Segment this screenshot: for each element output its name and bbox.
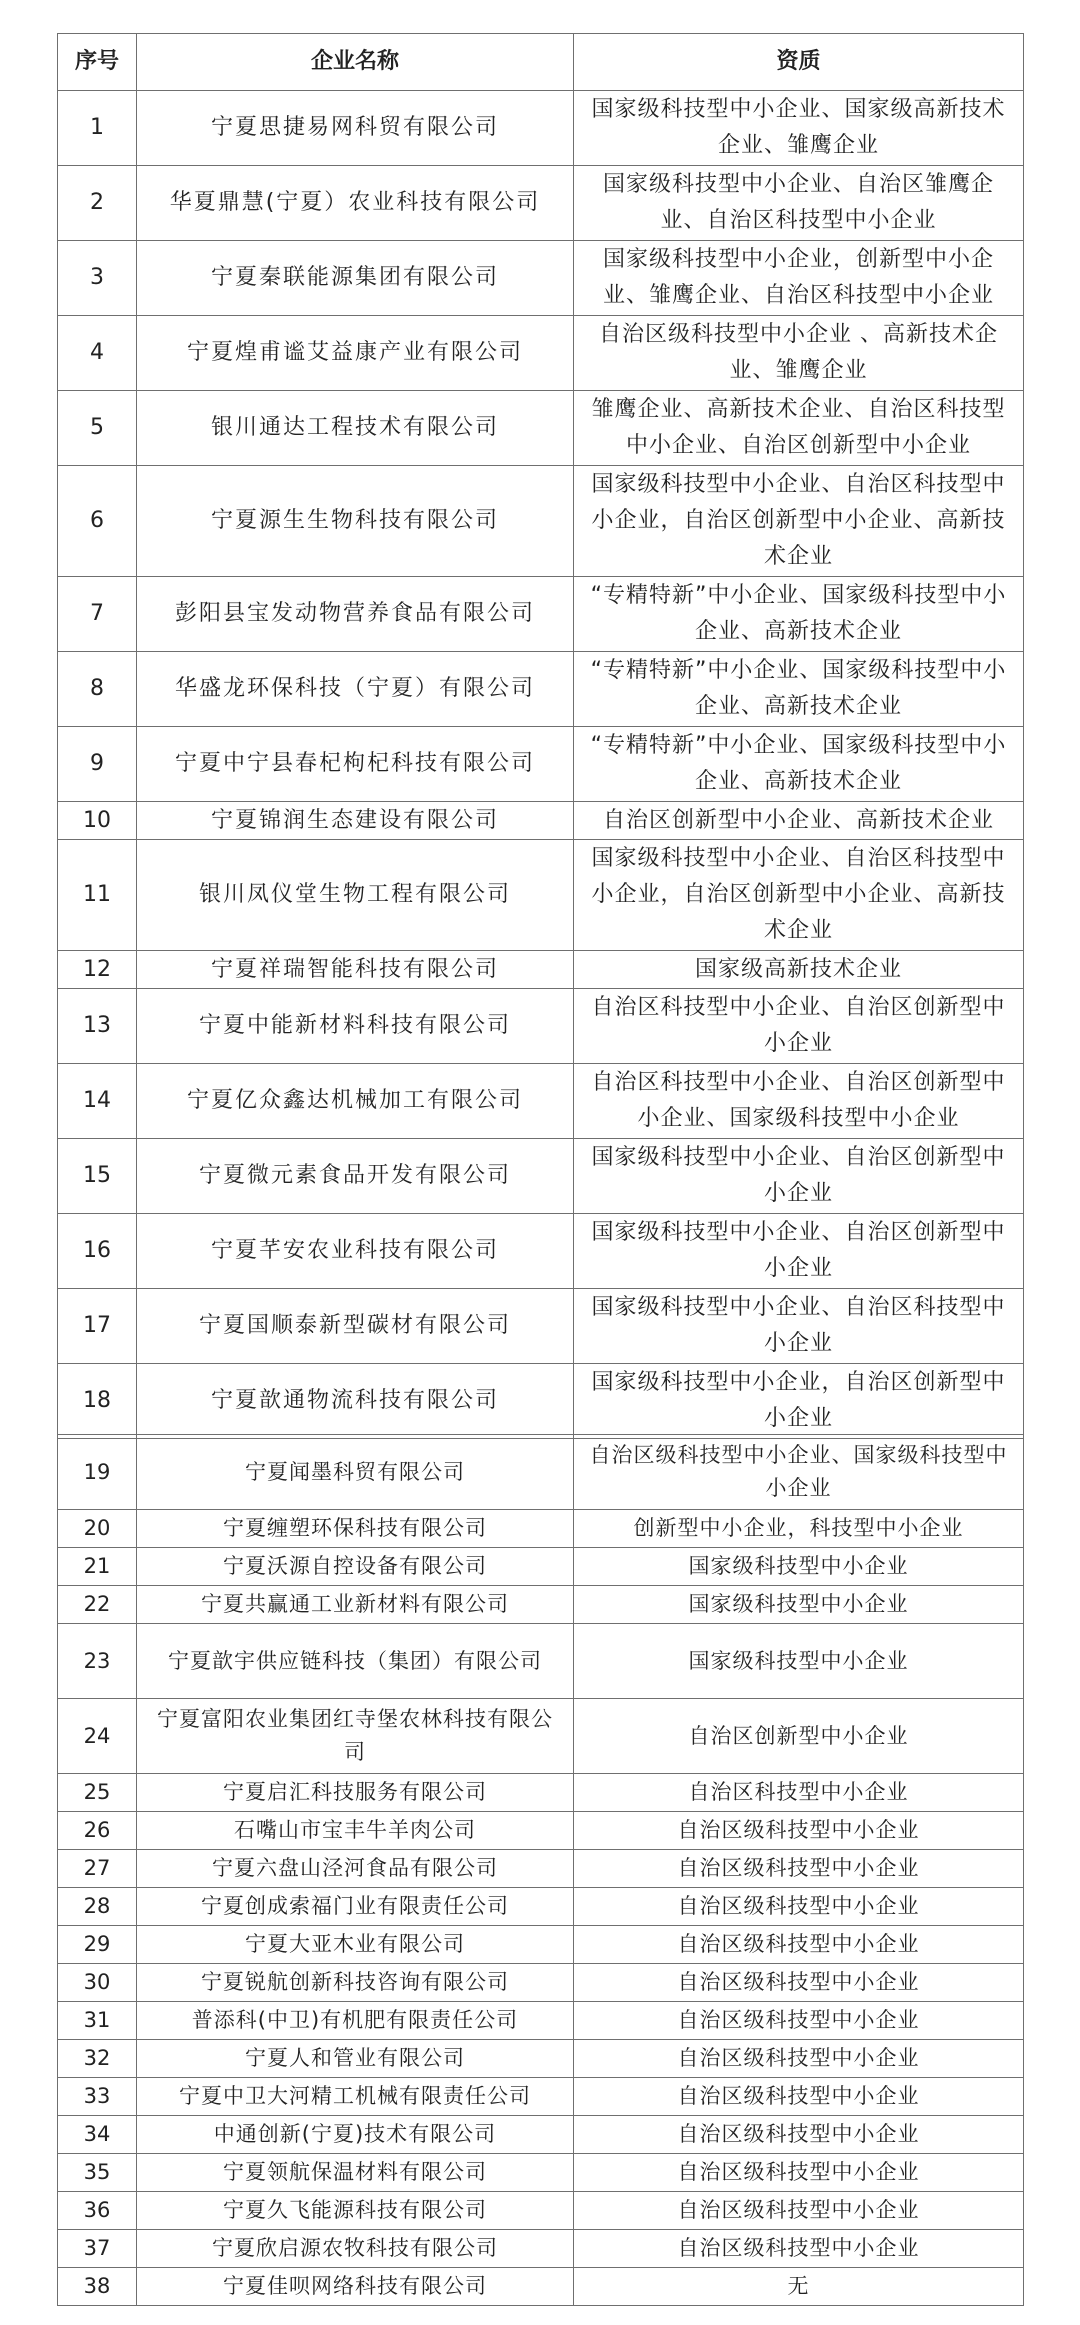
- table-row: [58, 1624, 1024, 1699]
- serial-number-cell: 26: [58, 1812, 137, 1850]
- qualification-cell: 国家级科技型中小企业、自治区科技型中小企业，自治区创新型中小企业、高新技术企业: [574, 466, 1024, 577]
- enterprise-table-part-1: [57, 33, 1024, 1439]
- company-name-cell: 普添科(中卫)有机肥有限责任公司: [137, 2002, 574, 2040]
- qualification-cell: 国家级科技型中小企业: [574, 1586, 1024, 1624]
- serial-number-cell: 22: [58, 1586, 137, 1624]
- table-row: [58, 2268, 1024, 2306]
- table-row: [58, 2192, 1024, 2230]
- table-header-row: [58, 34, 1024, 91]
- serial-number-cell: 32: [58, 2040, 137, 2078]
- table-row: [58, 316, 1024, 391]
- serial-number-cell: 3: [58, 241, 137, 316]
- qualification-cell: 国家级科技型中小企业、自治区雏鹰企业、自治区科技型中小企业: [574, 166, 1024, 241]
- qualification-cell: 自治区科技型中小企业、自治区创新型中小企业、国家级科技型中小企业: [574, 1064, 1024, 1139]
- company-name-cell: 宁夏思捷易网科贸有限公司: [137, 91, 574, 166]
- qualification-cell: 国家级科技型中小企业、国家级高新技术企业、雏鹰企业: [574, 91, 1024, 166]
- qualification-cell: 国家级科技型中小企业、自治区科技型中小企业，自治区创新型中小企业、高新技术企业: [574, 840, 1024, 951]
- table-body-part-2: [58, 1435, 1024, 2306]
- company-name-cell: 宁夏佳呗网络科技有限公司: [137, 2268, 574, 2306]
- company-name-cell: 宁夏六盘山泾河食品有限公司: [137, 1850, 574, 1888]
- table-row: [58, 1289, 1024, 1364]
- serial-number-cell: 12: [58, 951, 137, 989]
- table-row: [58, 1699, 1024, 1774]
- table-row: [58, 577, 1024, 652]
- company-name-cell: 宁夏创成索福门业有限责任公司: [137, 1888, 574, 1926]
- qualification-cell: 自治区级科技型中小企业、国家级科技型中小企业: [574, 1435, 1024, 1510]
- table-row: [58, 1510, 1024, 1548]
- serial-number-cell: 17: [58, 1289, 137, 1364]
- serial-number-cell: 2: [58, 166, 137, 241]
- company-name-cell: 宁夏国顺泰新型碳材有限公司: [137, 1289, 574, 1364]
- table-row: [58, 1888, 1024, 1926]
- company-name-cell: 宁夏沃源自控设备有限公司: [137, 1548, 574, 1586]
- table-body-part-1: [58, 91, 1024, 1439]
- qualification-cell: 自治区科技型中小企业、自治区创新型中小企业: [574, 989, 1024, 1064]
- company-name-cell: 宁夏启汇科技服务有限公司: [137, 1774, 574, 1812]
- serial-number-cell: 4: [58, 316, 137, 391]
- qualification-cell: 自治区级科技型中小企业: [574, 1926, 1024, 1964]
- company-name-cell: 宁夏缠塑环保科技有限公司: [137, 1510, 574, 1548]
- serial-number-cell: 19: [58, 1435, 137, 1510]
- serial-number-cell: 33: [58, 2078, 137, 2116]
- serial-number-cell: 1: [58, 91, 137, 166]
- table-row: [58, 727, 1024, 802]
- company-name-cell: 宁夏久飞能源科技有限公司: [137, 2192, 574, 2230]
- table-row: [58, 1364, 1024, 1439]
- company-name-cell: 宁夏领航保温材料有限公司: [137, 2154, 574, 2192]
- company-name-cell: 宁夏富阳农业集团红寺堡农林科技有限公司: [137, 1699, 574, 1774]
- table-row: [58, 1926, 1024, 1964]
- table-row: [58, 951, 1024, 989]
- company-name-cell: 宁夏微元素食品开发有限公司: [137, 1139, 574, 1214]
- serial-number-cell: 27: [58, 1850, 137, 1888]
- table-row: [58, 91, 1024, 166]
- company-name-cell: 银川凤仪堂生物工程有限公司: [137, 840, 574, 951]
- company-name-cell: 宁夏煌甫谧艾益康产业有限公司: [137, 316, 574, 391]
- table-row: [58, 989, 1024, 1064]
- serial-number-cell: 8: [58, 652, 137, 727]
- qualification-cell: 无: [574, 2268, 1024, 2306]
- qualification-cell: 国家级科技型中小企业: [574, 1624, 1024, 1699]
- table-row: [58, 1586, 1024, 1624]
- company-name-cell: 华盛龙环保科技（宁夏）有限公司: [137, 652, 574, 727]
- company-name-cell: 宁夏祥瑞智能科技有限公司: [137, 951, 574, 989]
- table-row: [58, 2040, 1024, 2078]
- table-row: [58, 1774, 1024, 1812]
- qualification-cell: 自治区级科技型中小企业: [574, 1850, 1024, 1888]
- company-name-cell: 彭阳县宝发动物营养食品有限公司: [137, 577, 574, 652]
- qualification-cell: “专精特新”中小企业、国家级科技型中小企业、高新技术企业: [574, 577, 1024, 652]
- serial-number-cell: 38: [58, 2268, 137, 2306]
- table-row: [58, 652, 1024, 727]
- qualification-cell: 国家级高新技术企业: [574, 951, 1024, 989]
- qualification-cell: 国家级科技型中小企业，自治区创新型中小企业: [574, 1364, 1024, 1439]
- serial-number-cell: 6: [58, 466, 137, 577]
- qualification-cell: 国家级科技型中小企业、自治区创新型中小企业: [574, 1214, 1024, 1289]
- qualification-cell: 国家级科技型中小企业、自治区创新型中小企业: [574, 1139, 1024, 1214]
- qualification-cell: 国家级科技型中小企业: [574, 1548, 1024, 1586]
- company-name-cell: 宁夏歆宇供应链科技（集团）有限公司: [137, 1624, 574, 1699]
- company-name-cell: 宁夏秦联能源集团有限公司: [137, 241, 574, 316]
- company-name-cell: 宁夏芊安农业科技有限公司: [137, 1214, 574, 1289]
- table-row: [58, 1139, 1024, 1214]
- company-name-cell: 宁夏人和管业有限公司: [137, 2040, 574, 2078]
- qualification-cell: “专精特新”中小企业、国家级科技型中小企业、高新技术企业: [574, 727, 1024, 802]
- qualification-cell: 自治区级科技型中小企业: [574, 2078, 1024, 2116]
- serial-number-cell: 18: [58, 1364, 137, 1439]
- table-row: [58, 2230, 1024, 2268]
- table-row: [58, 1964, 1024, 2002]
- company-name-cell: 宁夏中宁县春杞枸杞科技有限公司: [137, 727, 574, 802]
- serial-number-cell: 13: [58, 989, 137, 1064]
- qualification-cell: 国家级科技型中小企业，创新型中小企业、雏鹰企业、自治区科技型中小企业: [574, 241, 1024, 316]
- qualification-cell: 自治区级科技型中小企业: [574, 2154, 1024, 2192]
- serial-number-cell: 24: [58, 1699, 137, 1774]
- company-name-cell: 宁夏大亚木业有限公司: [137, 1926, 574, 1964]
- company-name-cell: 宁夏欣启源农牧科技有限公司: [137, 2230, 574, 2268]
- company-name-cell: 华夏鼎慧(宁夏）农业科技有限公司: [137, 166, 574, 241]
- table-row: [58, 840, 1024, 951]
- qualification-cell: 自治区级科技型中小企业: [574, 2230, 1024, 2268]
- serial-number-cell: 34: [58, 2116, 137, 2154]
- serial-number-cell: 15: [58, 1139, 137, 1214]
- table-row: [58, 166, 1024, 241]
- table-row: [58, 391, 1024, 466]
- table-row: [58, 466, 1024, 577]
- company-name-cell: 石嘴山市宝丰牛羊肉公司: [137, 1812, 574, 1850]
- serial-number-cell: 7: [58, 577, 137, 652]
- qualification-cell: 创新型中小企业，科技型中小企业: [574, 1510, 1024, 1548]
- enterprise-table-part-2: [57, 1434, 1024, 2306]
- table-row: [58, 1064, 1024, 1139]
- qualification-cell: 自治区级科技型中小企业: [574, 1964, 1024, 2002]
- serial-number-cell: 28: [58, 1888, 137, 1926]
- company-name-cell: 宁夏中能新材料科技有限公司: [137, 989, 574, 1064]
- qualification-cell: 自治区创新型中小企业: [574, 1699, 1024, 1774]
- qualification-cell: 自治区级科技型中小企业: [574, 1888, 1024, 1926]
- table-row: [58, 2154, 1024, 2192]
- header-qualification: 资质: [574, 34, 1024, 91]
- company-name-cell: 宁夏源生生物科技有限公司: [137, 466, 574, 577]
- qualification-cell: 自治区级科技型中小企业: [574, 1812, 1024, 1850]
- serial-number-cell: 25: [58, 1774, 137, 1812]
- serial-number-cell: 36: [58, 2192, 137, 2230]
- company-name-cell: 宁夏歆通物流科技有限公司: [137, 1364, 574, 1439]
- company-name-cell: 宁夏闻墨科贸有限公司: [137, 1435, 574, 1510]
- company-name-cell: 银川通达工程技术有限公司: [137, 391, 574, 466]
- table-row: [58, 802, 1024, 840]
- qualification-cell: 自治区科技型中小企业: [574, 1774, 1024, 1812]
- qualification-cell: 自治区级科技型中小企业: [574, 2192, 1024, 2230]
- serial-number-cell: 21: [58, 1548, 137, 1586]
- serial-number-cell: 11: [58, 840, 137, 951]
- table-row: [58, 2116, 1024, 2154]
- serial-number-cell: 35: [58, 2154, 137, 2192]
- table-row: [58, 1850, 1024, 1888]
- qualification-cell: 自治区级科技型中小企业: [574, 2040, 1024, 2078]
- table-row: [58, 1435, 1024, 1510]
- company-name-cell: 宁夏亿众鑫达机械加工有限公司: [137, 1064, 574, 1139]
- header-company-name: 企业名称: [137, 34, 574, 91]
- table-row: [58, 1214, 1024, 1289]
- qualification-cell: 自治区级科技型中小企业: [574, 2002, 1024, 2040]
- serial-number-cell: 37: [58, 2230, 137, 2268]
- qualification-cell: 自治区级科技型中小企业: [574, 2116, 1024, 2154]
- company-name-cell: 宁夏共赢通工业新材料有限公司: [137, 1586, 574, 1624]
- company-name-cell: 宁夏中卫大河精工机械有限责任公司: [137, 2078, 574, 2116]
- header-serial-number: 序号: [58, 34, 137, 91]
- company-name-cell: 宁夏锦润生态建设有限公司: [137, 802, 574, 840]
- serial-number-cell: 20: [58, 1510, 137, 1548]
- serial-number-cell: 31: [58, 2002, 137, 2040]
- serial-number-cell: 16: [58, 1214, 137, 1289]
- serial-number-cell: 14: [58, 1064, 137, 1139]
- serial-number-cell: 5: [58, 391, 137, 466]
- table-row: [58, 1548, 1024, 1586]
- serial-number-cell: 23: [58, 1624, 137, 1699]
- qualification-cell: 自治区级科技型中小企业 、高新技术企业、雏鹰企业: [574, 316, 1024, 391]
- serial-number-cell: 9: [58, 727, 137, 802]
- qualification-cell: “专精特新”中小企业、国家级科技型中小企业、高新技术企业: [574, 652, 1024, 727]
- qualification-cell: 国家级科技型中小企业、自治区科技型中小企业: [574, 1289, 1024, 1364]
- table-row: [58, 241, 1024, 316]
- qualification-cell: 自治区创新型中小企业、高新技术企业: [574, 802, 1024, 840]
- serial-number-cell: 30: [58, 1964, 137, 2002]
- serial-number-cell: 29: [58, 1926, 137, 1964]
- table-row: [58, 2078, 1024, 2116]
- qualification-cell: 雏鹰企业、高新技术企业、自治区科技型中小企业、自治区创新型中小企业: [574, 391, 1024, 466]
- table-row: [58, 2002, 1024, 2040]
- table-row: [58, 1812, 1024, 1850]
- serial-number-cell: 10: [58, 802, 137, 840]
- company-name-cell: 中通创新(宁夏)技术有限公司: [137, 2116, 574, 2154]
- company-name-cell: 宁夏锐航创新科技咨询有限公司: [137, 1964, 574, 2002]
